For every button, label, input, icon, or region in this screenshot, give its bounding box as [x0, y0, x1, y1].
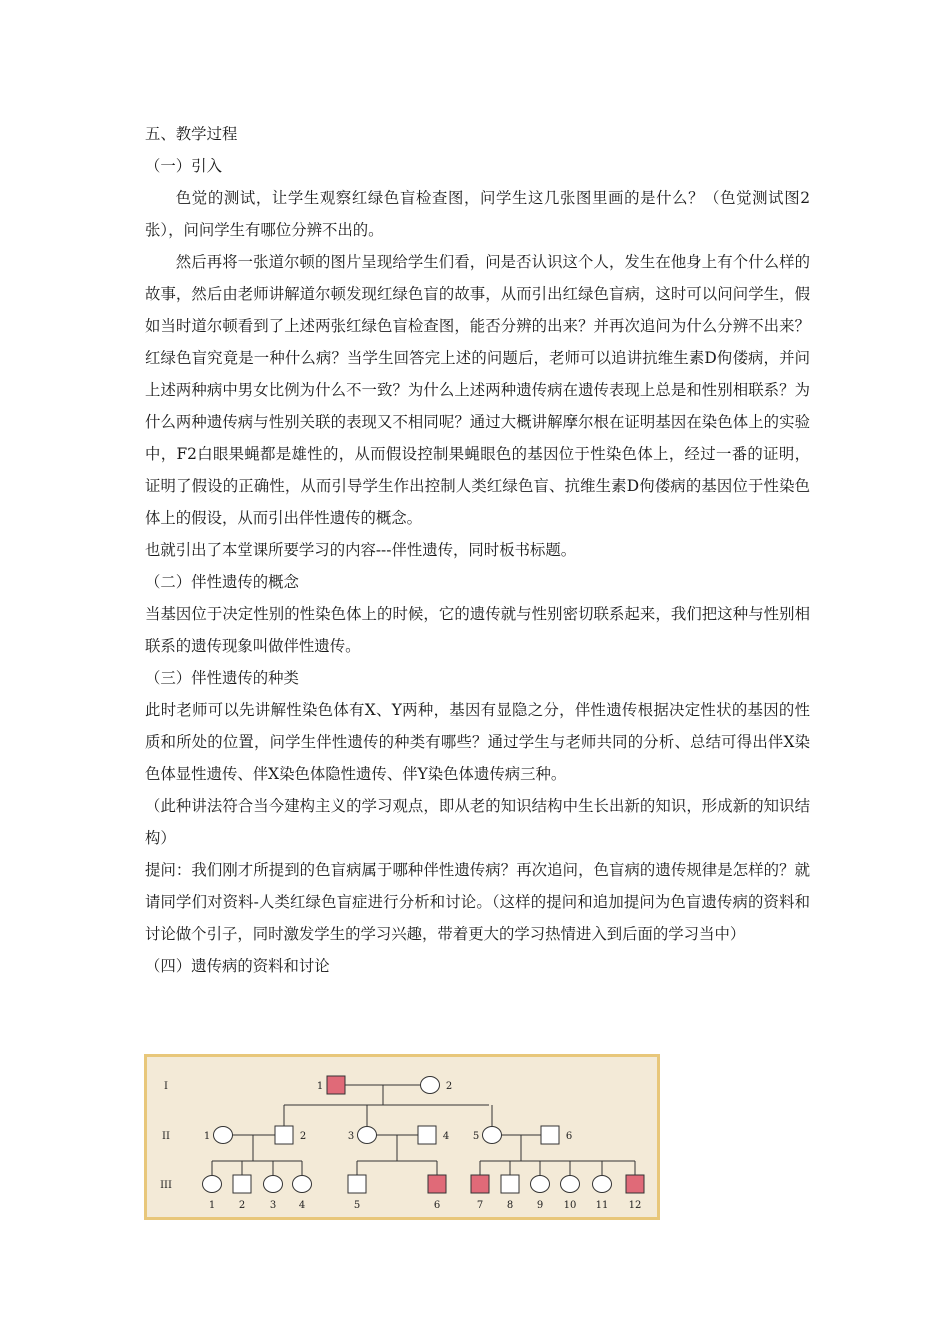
section-heading: （三）伴性遗传的种类 [145, 669, 299, 687]
paragraph: 然后再将一张道尔顿的图片呈现给学生们看，问是否认识这个人，发生在他身上有个什么样的故事，然后由老师讲解道尔顿发现红绿色盲的故事，从而引出红绿色盲病，这时可以问问学生，假如当时道尔顿看到了上述两张红绿色盲检查图，能否分辨的出来？并再次追问为什么分辨不出来？红绿色盲究竟是一种什么病？当学生回答完上述的问题后，老师可以追讲抗维生素D佝偻病，并问上述两种病中男女比例为什么不一致？为什么上述两种遗传病在遗传表现上总是和性别相联系？为什么两种遗传病与性别关联的表现又不相同呢？通过大概讲解摩尔根在证明基因在染色体上的实验中，F2白眼果蝇都是雄性的，从而假设控制果蝇眼色的基因位于性染色体上，经过一番的证明，证明了假设的正确性，从而引导学生作出控制人类红绿色盲、抗维生素D佝偻病的基因位于性染色体上的假设，从而引出伴性遗传的概念。 [145, 253, 810, 527]
generation-label: II [162, 1131, 170, 1142]
person-number: 12 [628, 1200, 642, 1211]
person-number: 2 [238, 1200, 246, 1211]
pedigree-chart [144, 1054, 660, 1220]
person-number: 9 [536, 1200, 544, 1211]
female-symbol [214, 1127, 233, 1144]
section-heading: （一）引入 [145, 157, 222, 175]
person-number: 8 [506, 1200, 514, 1211]
person-number: 4 [442, 1131, 450, 1142]
male-symbol [541, 1126, 559, 1144]
female-symbol [358, 1127, 377, 1144]
section-heading: （二）伴性遗传的概念 [145, 573, 299, 591]
paragraph: 色觉的测试，让学生观察红绿色盲检查图，问学生这几张图里画的是什么？（色觉测试图2张），问问学生有哪位分辨不出的。 [145, 189, 810, 239]
female-symbol [531, 1176, 550, 1193]
person-number: 7 [476, 1200, 484, 1211]
document-body [145, 118, 810, 982]
female-symbol [264, 1176, 283, 1193]
person-number: 3 [347, 1131, 355, 1142]
male-symbol [501, 1175, 519, 1193]
person-number: 3 [269, 1200, 277, 1211]
person-number: 2 [445, 1081, 453, 1092]
paragraph: 此时老师可以先讲解性染色体有X、Y两种，基因有显隐之分，伴性遗传根据决定性状的基因的性质和所处的位置，问学生伴性遗传的种类有哪些？通过学生与老师共同的分析、总结可得出伴X染色体显性遗传、伴X染色体隐性遗传、伴Y染色体遗传病三种。 [145, 701, 810, 783]
male-symbol [626, 1175, 644, 1193]
section-heading: 五、教学过程 [145, 125, 238, 143]
female-symbol [561, 1176, 580, 1193]
person-number: 1 [316, 1081, 324, 1092]
paragraph: 提问：我们刚才所提到的色盲病属于哪种伴性遗传病？再次追问，色盲病的遗传规律是怎样的？就请同学们对资料-人类红绿色盲症进行分析和讨论。（这样的提问和追加提问为色盲遗传病的资料和讨论做个引子，同时激发学生的学习兴趣，带着更大的学习热情进入到后面的学习当中） [145, 861, 810, 943]
person-number: 6 [433, 1200, 441, 1211]
person-number: 4 [298, 1200, 306, 1211]
female-symbol [483, 1127, 502, 1144]
generation-label: III [160, 1180, 172, 1191]
male-symbol [275, 1126, 293, 1144]
male-symbol [471, 1175, 489, 1193]
pedigree-diagram [147, 1057, 657, 1217]
generation-label: I [164, 1081, 168, 1092]
male-symbol [418, 1126, 436, 1144]
person-number: 5 [472, 1131, 480, 1142]
paragraph: 也就引出了本堂课所要学习的内容---伴性遗传，同时板书标题。 [145, 541, 577, 559]
person-number: 1 [208, 1200, 216, 1211]
male-symbol [233, 1175, 251, 1193]
person-number: 10 [563, 1200, 577, 1211]
person-number: 6 [565, 1131, 573, 1142]
female-symbol [421, 1077, 440, 1094]
female-symbol [203, 1176, 222, 1193]
female-symbol [593, 1176, 612, 1193]
paragraph: （此种讲法符合当今建构主义的学习观点，即从老的知识结构中生长出新的知识，形成新的知识结构） [145, 797, 810, 847]
person-number: 11 [595, 1200, 609, 1211]
person-number: 1 [203, 1131, 211, 1142]
male-symbol [428, 1175, 446, 1193]
person-number: 5 [353, 1200, 361, 1211]
male-symbol [327, 1076, 345, 1094]
female-symbol [293, 1176, 312, 1193]
section-heading: （四）遗传病的资料和讨论 [145, 957, 330, 975]
male-symbol [348, 1175, 366, 1193]
person-number: 2 [299, 1131, 307, 1142]
paragraph: 当基因位于决定性别的性染色体上的时候，它的遗传就与性别密切联系起来，我们把这种与性别相联系的遗传现象叫做伴性遗传。 [145, 605, 810, 655]
